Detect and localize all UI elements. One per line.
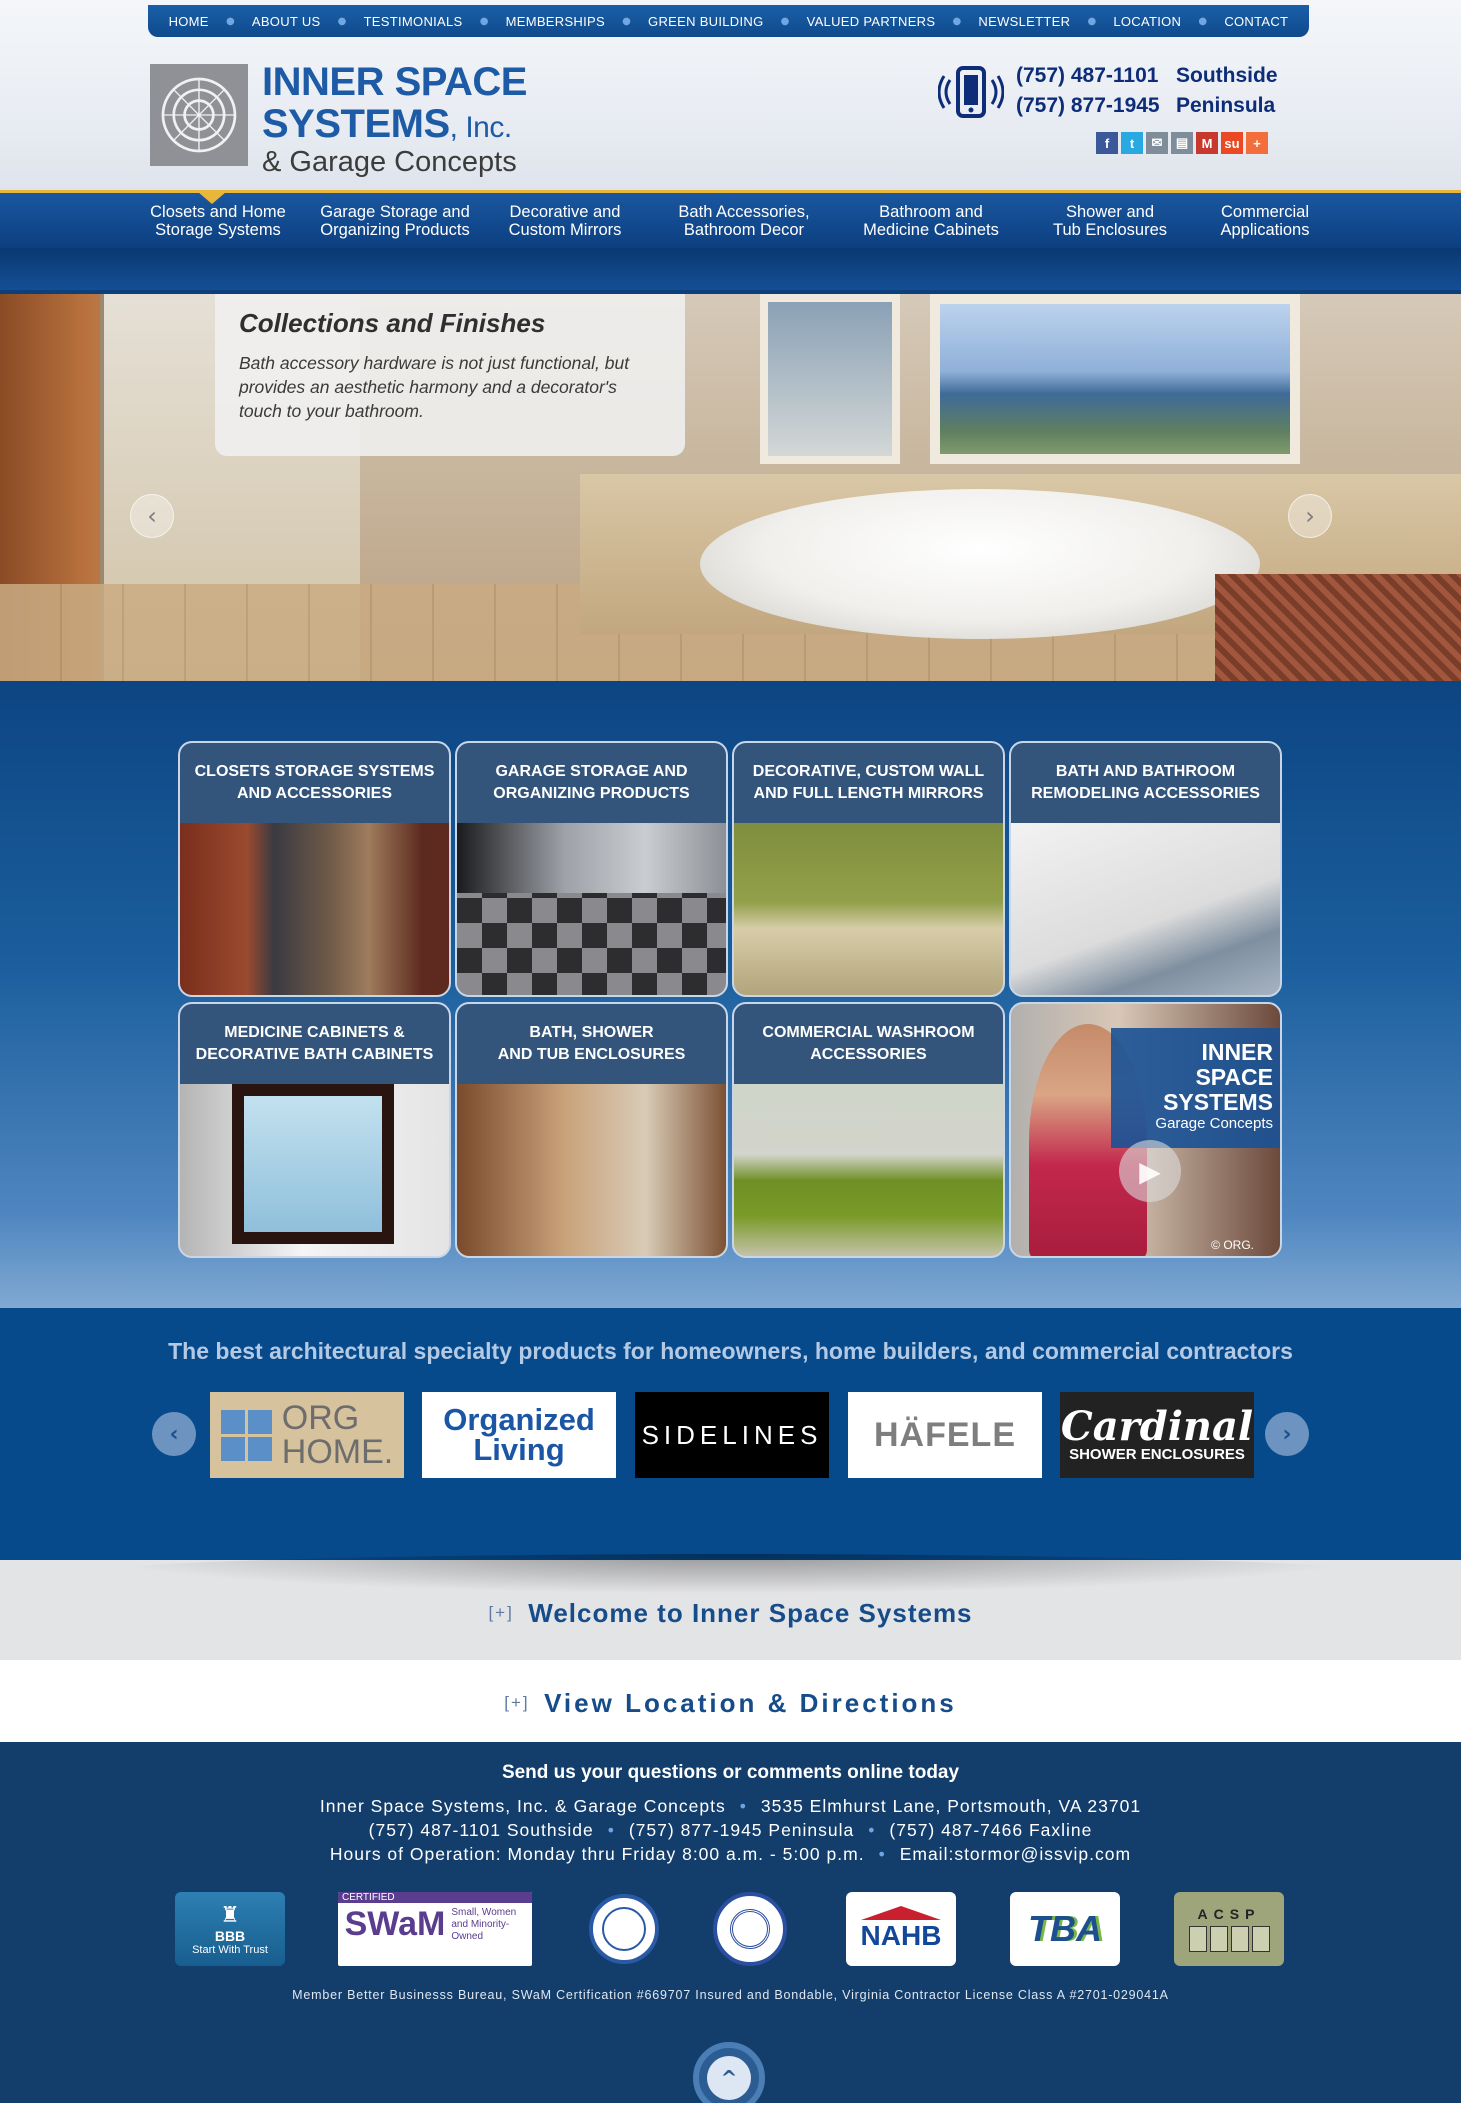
- chevron-up-icon: ^: [707, 2056, 751, 2100]
- nav-separator: ●: [952, 15, 962, 27]
- print-icon[interactable]: ▤: [1171, 132, 1193, 154]
- nav-home[interactable]: HOME: [168, 13, 209, 29]
- hero-prev-button[interactable]: ‹: [130, 494, 174, 538]
- gmail-icon[interactable]: M: [1196, 132, 1218, 154]
- virginia-seal-icon: [589, 1894, 659, 1964]
- mobile-phone-icon: [938, 66, 1004, 118]
- tile-closets-image: [180, 823, 449, 997]
- tile-bath-title: BATH AND BATHROOM REMODELING ACCESSORIES: [1011, 743, 1280, 823]
- badge-nahb[interactable]: NAHB: [846, 1892, 956, 1966]
- partner-organized-living[interactable]: Organized Living: [422, 1392, 616, 1478]
- more-icon[interactable]: +: [1246, 132, 1268, 154]
- tile-closets[interactable]: [178, 741, 451, 997]
- builders-seal-icon: [713, 1892, 787, 1966]
- expand-icon: [+]: [488, 1603, 514, 1622]
- category-garage[interactable]: Garage Storage and Organizing Products: [320, 203, 470, 239]
- phone-peninsula[interactable]: (757) 877-1945 Peninsula: [1016, 94, 1276, 117]
- site-header: [0, 0, 1461, 190]
- tile-bath-image: [1011, 823, 1280, 997]
- footer-hours-line: Hours of Operation: Monday thru Friday 8:00 a.m. - 5:00 p.m. • Email:stormor@issvip.com: [329, 1844, 1132, 1864]
- hero-text: Bath accessory hardware is not just functional, but provides an aesthetic harmony and a decorator's touch to your bathroom.: [239, 353, 630, 421]
- facebook-icon[interactable]: f: [1096, 132, 1118, 154]
- partners-tagline: The best architectural specialty products for homeowners, home builders, and commercial contractors: [168, 1338, 1293, 1364]
- accordion-welcome-label: Welcome to Inner Space Systems: [528, 1598, 973, 1628]
- partner-hafele[interactable]: HÄFELE: [848, 1392, 1042, 1478]
- tile-medicine-cabinets[interactable]: [178, 1002, 451, 1258]
- partner-org-home[interactable]: ORG HOME.: [210, 1392, 404, 1478]
- company-logo[interactable]: [150, 62, 530, 177]
- badge-tba[interactable]: TBA: [1010, 1892, 1120, 1966]
- badge-virginia-seal[interactable]: [587, 1892, 661, 1966]
- partner-cardinal[interactable]: Cardinal SHOWER ENCLOSURES: [1060, 1392, 1254, 1478]
- play-icon[interactable]: ▶: [1119, 1140, 1181, 1202]
- top-navigation: [148, 5, 1309, 37]
- site-footer: [0, 1742, 1461, 2103]
- badge-builders-association[interactable]: [712, 1892, 788, 1966]
- nav-location[interactable]: LOCATION: [1113, 13, 1182, 29]
- org-home-squares-icon: [221, 1410, 272, 1461]
- accordion-welcome[interactable]: [0, 1598, 1461, 1629]
- hero-next-button[interactable]: ›: [1288, 494, 1332, 538]
- tile-mirrors-image: [734, 823, 1003, 997]
- nahb-roof-icon: [861, 1906, 941, 1920]
- nav-separator: ●: [225, 15, 235, 27]
- hero-bathtub: [700, 489, 1260, 639]
- hero-title: Collections and Finishes: [239, 308, 546, 338]
- category-navigation: [0, 190, 1461, 248]
- tile-medicine-image: [180, 1084, 449, 1258]
- nav-separator: ●: [622, 15, 631, 27]
- nav-separator: ●: [479, 15, 489, 27]
- logo-line-2: SYSTEMS, Inc.: [262, 102, 512, 146]
- bbb-torch-icon: ♜: [220, 1902, 240, 1927]
- nav-separator: ●: [1198, 15, 1208, 27]
- tile-commercial[interactable]: [732, 1002, 1005, 1258]
- email-icon[interactable]: ✉: [1146, 132, 1168, 154]
- category-cabinets[interactable]: Bathroom and Medicine Cabinets: [863, 203, 999, 239]
- video-copyright: © ORG.: [1211, 1238, 1254, 1252]
- nav-testimonials[interactable]: TESTIMONIALS: [363, 13, 463, 29]
- tile-mirrors[interactable]: [732, 741, 1005, 997]
- category-commercial[interactable]: Commercial Applications: [1220, 203, 1310, 239]
- tile-enclosures-title: BATH, SHOWER AND TUB ENCLOSURES: [457, 1004, 726, 1084]
- nav-memberships[interactable]: MEMBERSHIPS: [505, 13, 605, 29]
- shadow-curve: [80, 1554, 1380, 1594]
- footer-heading: Send us your questions or comments online today: [501, 1762, 960, 1783]
- category-closets[interactable]: Closets and Home Storage Systems: [150, 203, 286, 239]
- hero-slider: [0, 294, 1461, 681]
- tile-garage-title: GARAGE STORAGE AND ORGANIZING PRODUCTS: [457, 743, 726, 823]
- accordion-location-label: View Location & Directions: [544, 1688, 957, 1718]
- phone-southside[interactable]: (757) 487-1101 Southside: [1016, 64, 1278, 87]
- nav-newsletter[interactable]: NEWSLETTER: [978, 13, 1071, 29]
- nav-contact[interactable]: CONTACT: [1224, 13, 1289, 29]
- logo-line-3: & Garage Concepts: [262, 146, 517, 178]
- badge-swam[interactable]: CERTIFIED SWaM Small, Women and Minority-Owned: [338, 1892, 532, 1966]
- nav-shadow-band: [0, 248, 1461, 290]
- tile-garage-cabinets: [457, 823, 726, 893]
- tile-enclosures-image: [457, 1084, 726, 1258]
- footer-email[interactable]: Email:stormor@issvip.com: [899, 1844, 1132, 1864]
- cabinet-frame: [232, 1084, 394, 1244]
- membership-text: Member Better Businesss Bureau, SWaM Certification #669707 Insured and Bondable, Virginia Contractor License Class A #2701-029041A: [292, 1988, 1169, 2002]
- hero-window-small: [760, 294, 900, 464]
- tile-bath-accessories[interactable]: [1009, 741, 1282, 997]
- tile-commercial-image: [734, 1084, 1003, 1258]
- nav-separator: ●: [780, 15, 790, 27]
- tile-commercial-title: COMMERCIAL WASHROOM ACCESSORIES: [734, 1004, 1003, 1084]
- tile-enclosures[interactable]: [455, 1002, 728, 1258]
- tile-mirrors-title: DECORATIVE, CUSTOM WALL AND FULL LENGTH MIRRORS: [734, 743, 1003, 823]
- partners-prev-button[interactable]: ‹: [152, 1412, 196, 1456]
- footer-phone-line: (757) 487-1101 Southside • (757) 877-1945 Peninsula • (757) 487-7466 Faxline: [368, 1820, 1093, 1840]
- partner-sidelines[interactable]: SIDELINES: [635, 1392, 829, 1478]
- product-grid: [0, 681, 1461, 1308]
- category-mirrors[interactable]: Decorative and Custom Mirrors: [508, 203, 622, 239]
- tile-video[interactable]: [1009, 1002, 1282, 1258]
- tile-medicine-title: MEDICINE CABINETS & DECORATIVE BATH CABINETS: [180, 1004, 449, 1084]
- partners-section: [0, 1308, 1461, 1560]
- social-share-bar: [1096, 132, 1268, 154]
- nav-separator: ●: [337, 15, 347, 27]
- nav-about-us[interactable]: ABOUT US: [251, 13, 321, 29]
- tile-closets-title: CLOSETS STORAGE SYSTEMS AND ACCESSORIES: [180, 743, 449, 823]
- hero-window-view: [930, 294, 1300, 464]
- back-to-top-button[interactable]: [693, 2042, 765, 2103]
- acsp-columns-icon: [1189, 1926, 1270, 1952]
- hero-basket: [1215, 574, 1461, 681]
- footer-address-line: Inner Space Systems, Inc. & Garage Concepts • 3535 Elmhurst Lane, Portsmouth, VA 23701: [319, 1796, 1142, 1816]
- nav-separator: ●: [1087, 15, 1097, 27]
- expand-icon: [+]: [504, 1693, 530, 1712]
- cabinet-mirror: [244, 1096, 382, 1232]
- logo-line-1: INNER SPACE: [262, 60, 527, 104]
- nav-valued-partners[interactable]: VALUED PARTNERS: [806, 13, 936, 29]
- category-enclosures[interactable]: Shower and Tub Enclosures: [1052, 203, 1168, 239]
- partners-next-button[interactable]: ›: [1265, 1412, 1309, 1456]
- phone-numbers: [938, 62, 1278, 126]
- category-bath-accessories[interactable]: Bath Accessories, Bathroom Decor: [678, 203, 810, 239]
- nautilus-shell-icon: [150, 64, 248, 166]
- stumbleupon-icon[interactable]: su: [1221, 132, 1243, 154]
- accordion-location[interactable]: [0, 1688, 1461, 1719]
- video-logo: INNER SPACE SYSTEMS Garage Concepts: [1111, 1028, 1282, 1148]
- badge-bbb[interactable]: ♜ BBB Start With Trust: [175, 1892, 285, 1966]
- tile-garage[interactable]: [455, 741, 728, 997]
- hero-caption: [215, 294, 685, 456]
- nav-green-building[interactable]: GREEN BUILDING: [648, 13, 764, 29]
- twitter-icon[interactable]: t: [1121, 132, 1143, 154]
- badge-acsp[interactable]: ACSP: [1174, 1892, 1284, 1966]
